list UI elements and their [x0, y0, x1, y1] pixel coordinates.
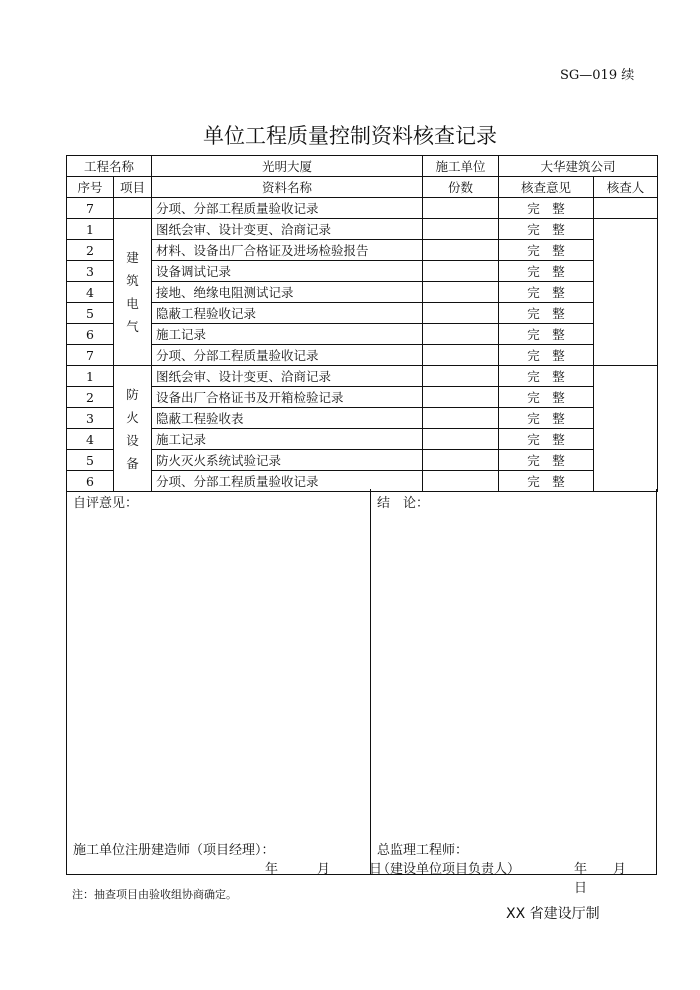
row-checker [594, 408, 658, 429]
row-no: 1 [67, 219, 114, 240]
row-checker [594, 429, 658, 450]
contractor-date: 年 月 日 [265, 862, 383, 877]
row-checker [594, 450, 658, 471]
project-name-value: 光明大厦 [152, 156, 423, 177]
contractor-signature-label: 施工单位注册建造师（项目经理）： [73, 843, 275, 858]
row-opinion: 完 整 [499, 240, 594, 261]
row-opinion: 完 整 [499, 345, 594, 366]
supervisor-date: 年 月 日 [574, 862, 653, 896]
row-doc-name: 分项、分部工程质量验收记录 [152, 198, 423, 219]
row-no: 6 [67, 471, 114, 492]
table-row [67, 240, 658, 261]
row-opinion: 完 整 [499, 324, 594, 345]
row-checker [594, 261, 658, 282]
table-row [67, 345, 658, 366]
row-copies [423, 366, 499, 387]
row-no: 7 [67, 345, 114, 366]
col-doc-name: 资料名称 [152, 177, 423, 198]
row-opinion: 完 整 [499, 408, 594, 429]
issuer-label: XX 省建设厅制 [506, 906, 600, 922]
row-copies [423, 282, 499, 303]
row-copies [423, 303, 499, 324]
table-row [67, 450, 658, 471]
row-no: 5 [67, 303, 114, 324]
row-doc-name: 防火灭火系统试验记录 [152, 450, 423, 471]
row-no: 3 [67, 408, 114, 429]
row-doc-name: 设备出厂合格证书及开箱检验记录 [152, 387, 423, 408]
table-row [67, 387, 658, 408]
supervisor-signature-label: 总监理工程师： [377, 843, 469, 858]
contractor-label: 施工单位 [423, 156, 499, 177]
row-checker [594, 324, 658, 345]
col-item: 项目 [114, 177, 152, 198]
conclusion-label: 结 论： [377, 496, 430, 511]
col-opinion: 核查意见 [499, 177, 594, 198]
row-no: 7 [67, 198, 114, 219]
row-copies [423, 429, 499, 450]
row-doc-name: 材料、设备出厂合格证及进场检验报告 [152, 240, 423, 261]
row-checker [594, 198, 658, 219]
row-doc-name: 图纸会审、设计变更、洽商记录 [152, 366, 423, 387]
row-checker [594, 303, 658, 324]
row-checker [594, 345, 658, 366]
row-copies [423, 240, 499, 261]
owner-signature-label: （建设单位项目负责人） [377, 862, 521, 877]
row-doc-name: 接地、绝缘电阻测试记录 [152, 282, 423, 303]
row-opinion: 完 整 [499, 261, 594, 282]
row-doc-name: 隐蔽工程验收表 [152, 408, 423, 429]
project-header-row [67, 156, 658, 177]
row-copies [423, 387, 499, 408]
table-row [67, 429, 658, 450]
table-row [67, 261, 658, 282]
row-doc-name: 施工记录 [152, 324, 423, 345]
row-doc-name: 分项、分部工程质量验收记录 [152, 471, 423, 492]
table-row [67, 303, 658, 324]
table-row [67, 198, 658, 219]
col-checker: 核查人 [594, 177, 658, 198]
row-no: 2 [67, 387, 114, 408]
row-copies [423, 324, 499, 345]
category-electrical: 建 筑 电 气 [114, 219, 152, 366]
row-no: 6 [67, 324, 114, 345]
document-code: SG—019 续 [560, 68, 635, 83]
row-doc-name: 图纸会审、设计变更、洽商记录 [152, 219, 423, 240]
footnote: 注：抽查项目由验收组协商确定。 [72, 888, 237, 901]
page-title: 单位工程质量控制资料核查记录 [203, 124, 497, 148]
row-opinion: 完 整 [499, 303, 594, 324]
row-checker [594, 240, 658, 261]
col-copies: 份数 [423, 177, 499, 198]
row-item [114, 198, 152, 219]
row-no: 2 [67, 240, 114, 261]
table-row [67, 324, 658, 345]
row-doc-name: 施工记录 [152, 429, 423, 450]
row-checker [594, 219, 658, 240]
row-opinion: 完 整 [499, 387, 594, 408]
row-copies [423, 219, 499, 240]
row-checker [594, 366, 658, 387]
row-no: 5 [67, 450, 114, 471]
row-doc-name: 设备调试记录 [152, 261, 423, 282]
row-no: 4 [67, 429, 114, 450]
project-name-label: 工程名称 [67, 156, 152, 177]
row-no: 4 [67, 282, 114, 303]
row-opinion: 完 整 [499, 450, 594, 471]
table-row [67, 219, 658, 240]
table-row [67, 366, 658, 387]
col-no: 序号 [67, 177, 114, 198]
row-copies [423, 198, 499, 219]
row-doc-name: 分项、分部工程质量验收记录 [152, 345, 423, 366]
row-no: 1 [67, 366, 114, 387]
row-opinion: 完 整 [499, 471, 594, 492]
records-table [66, 155, 658, 492]
row-opinion: 完 整 [499, 282, 594, 303]
row-opinion: 完 整 [499, 198, 594, 219]
row-opinion: 完 整 [499, 219, 594, 240]
section-divider [370, 489, 371, 874]
row-doc-name: 隐蔽工程验收记录 [152, 303, 423, 324]
column-header-row [67, 177, 658, 198]
row-checker [594, 282, 658, 303]
row-checker [594, 387, 658, 408]
self-evaluation-label: 自评意见： [73, 496, 139, 511]
row-opinion: 完 整 [499, 366, 594, 387]
row-copies [423, 345, 499, 366]
contractor-value: 大华建筑公司 [499, 156, 658, 177]
row-copies [423, 450, 499, 471]
row-no: 3 [67, 261, 114, 282]
row-copies [423, 408, 499, 429]
table-row [67, 408, 658, 429]
category-fire: 防 火 设 备 [114, 366, 152, 492]
row-copies [423, 261, 499, 282]
table-row [67, 282, 658, 303]
row-opinion: 完 整 [499, 429, 594, 450]
